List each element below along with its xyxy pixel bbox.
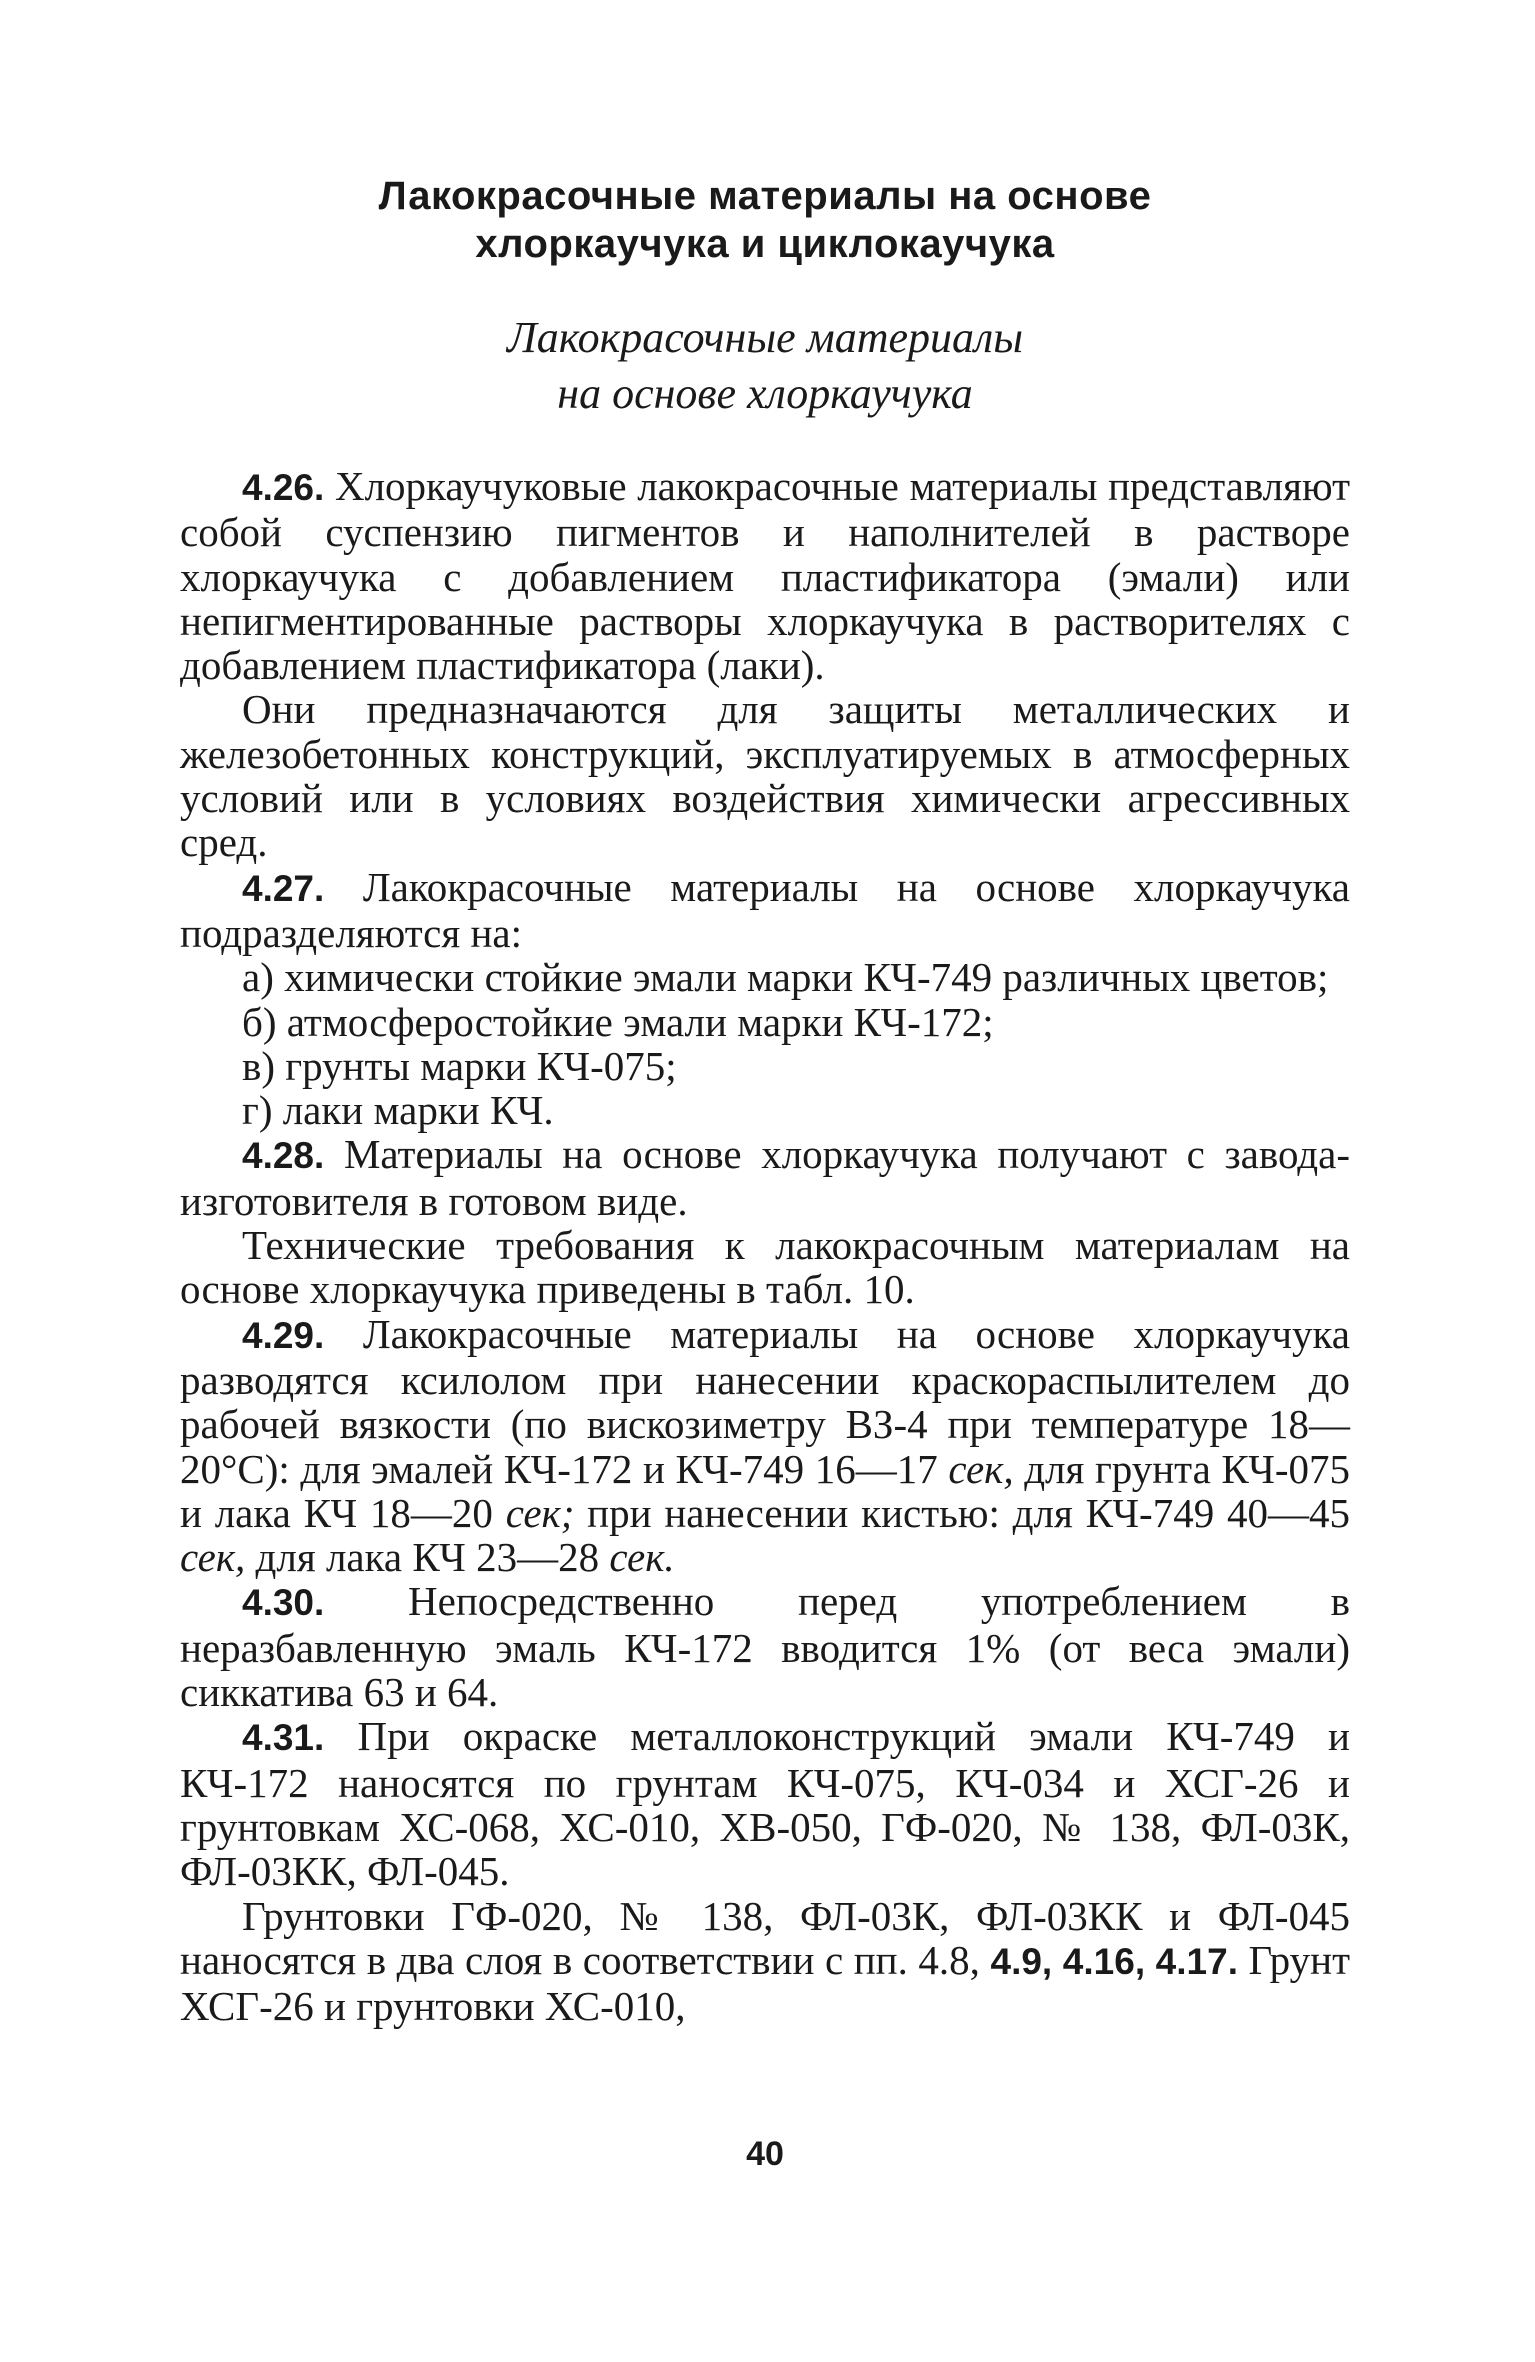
section-subtitle [180, 310, 1350, 422]
paragraph-text: Лакокрасочные материалы на основе хлоркаучука разводятся ксилолом при нанесении краскораспылителем до рабочей вязкости (по вискозиметру ВЗ-4 при температуре 18—20°С): для эмалей КЧ-172 и КЧ-749 16—17 [180, 1310, 1350, 1492]
list-item-d: г) лаки марки КЧ. [242, 1087, 554, 1134]
paragraph-text: Непосредственно перед употреблением в неразбавленную эмаль КЧ-172 вводится 1% (от веса эмали) сиккатива 63 и 64. [180, 1578, 1350, 1716]
paragraph-text: для грунта КЧ-075 и лака КЧ 18—20 [180, 1445, 1350, 1536]
paragraph-requirements [180, 1223, 1350, 1312]
paragraph-4-27 [180, 865, 1350, 956]
clause-number: 4.28. [242, 1135, 325, 1177]
paragraph-text: Технические требования к лакокрасочным материалам на основе хлоркаучука приведены в табл. 10. [180, 1222, 1350, 1313]
list-item-b: б) атмосферостойкие эмали марки КЧ-172; [242, 998, 994, 1045]
clause-number: 4.31. [242, 1717, 325, 1759]
clause-number: 4.30. [242, 1582, 325, 1624]
paragraph-text: Хлоркаучуковые лакокрасочные материалы представляют собой суспензию пигментов и наполнителей в растворе хлоркаучука с добавлением пластификатора (эмали) или непигментированные растворы хлоркаучука в растворителях с добавлением пластификатора (лаки). [180, 463, 1350, 689]
paragraph-primers [180, 1894, 1350, 2029]
clause-number: 4.26. [242, 467, 325, 508]
paragraph-text: Грунтовки ГФ-020, № 138, ФЛ-03К, ФЛ-03КК и ФЛ-045 наносятся в два слоя в соответствии с пп. 4.8, [180, 1892, 1350, 1983]
section-title [180, 172, 1350, 268]
paragraph-4-26 [180, 464, 1350, 687]
paragraph-4-28 [180, 1132, 1350, 1223]
unit-seconds: сек. [609, 1534, 675, 1581]
clause-number: 4.29. [242, 1314, 325, 1356]
clause-number: 4.27. [242, 867, 325, 909]
paragraph-text: для лака КЧ 23—28 [245, 1534, 610, 1581]
paragraph-4-30 [180, 1579, 1350, 1714]
paragraph-text: при нанесении кистью: для КЧ-749 40—45 [574, 1489, 1350, 1536]
unit-seconds: сек; [505, 1489, 575, 1536]
paragraph-4-31 [180, 1714, 1350, 1893]
unit-seconds: сек, [948, 1445, 1014, 1492]
unit-seconds: сек, [180, 1534, 246, 1581]
paragraph-4-29 [180, 1312, 1350, 1580]
document-body [180, 464, 1350, 2028]
paragraph-text: Материалы на основе хлоркаучука получают с завода-изготовителя в готовом виде. [180, 1131, 1350, 1224]
paragraph-text: Они предназначаются для защиты металлических и железобетонных конструкций, эксплуатируемых в атмосферных условий или в условиях воздействия химически агрессивных сред. [180, 686, 1350, 866]
document-page [180, 160, 1350, 2210]
section-subtitle-line-2: на основе хлоркаучука [557, 369, 973, 418]
clause-reference: 4.9, 4.16, 4.17. [990, 1940, 1238, 1982]
section-subtitle-line-1: Лакокрасочные материалы [506, 313, 1024, 362]
paragraph-text: Лакокрасочные материалы на основе хлоркаучука подразделяются на: [180, 863, 1350, 956]
page-number: 40 [746, 2135, 784, 2173]
list-item-a: а) химически стойкие эмали марки КЧ-749 различных цветов; [242, 954, 1329, 1001]
paragraph-purpose [180, 687, 1350, 864]
paragraph-text: Грунт ХСГ-26 и грунтовки ХС-010, [180, 1936, 1350, 2030]
list-item-c: в) грунты марки КЧ-075; [242, 1042, 677, 1089]
section-title-line-1: Лакокрасочные материалы на основе [378, 174, 1152, 218]
paragraph-text: При окраске металлоконструкций эмали КЧ-749 и КЧ-172 наносятся по грунтам КЧ-075, КЧ-034 и ХСГ-26 и грунтовкам ХС-068, ХС-010, ХВ-050, ГФ-020, № 138, ФЛ-03К, ФЛ-03КК, ФЛ-045. [180, 1713, 1350, 1895]
section-title-line-2: хлоркаучука и циклокаучука [475, 222, 1055, 266]
